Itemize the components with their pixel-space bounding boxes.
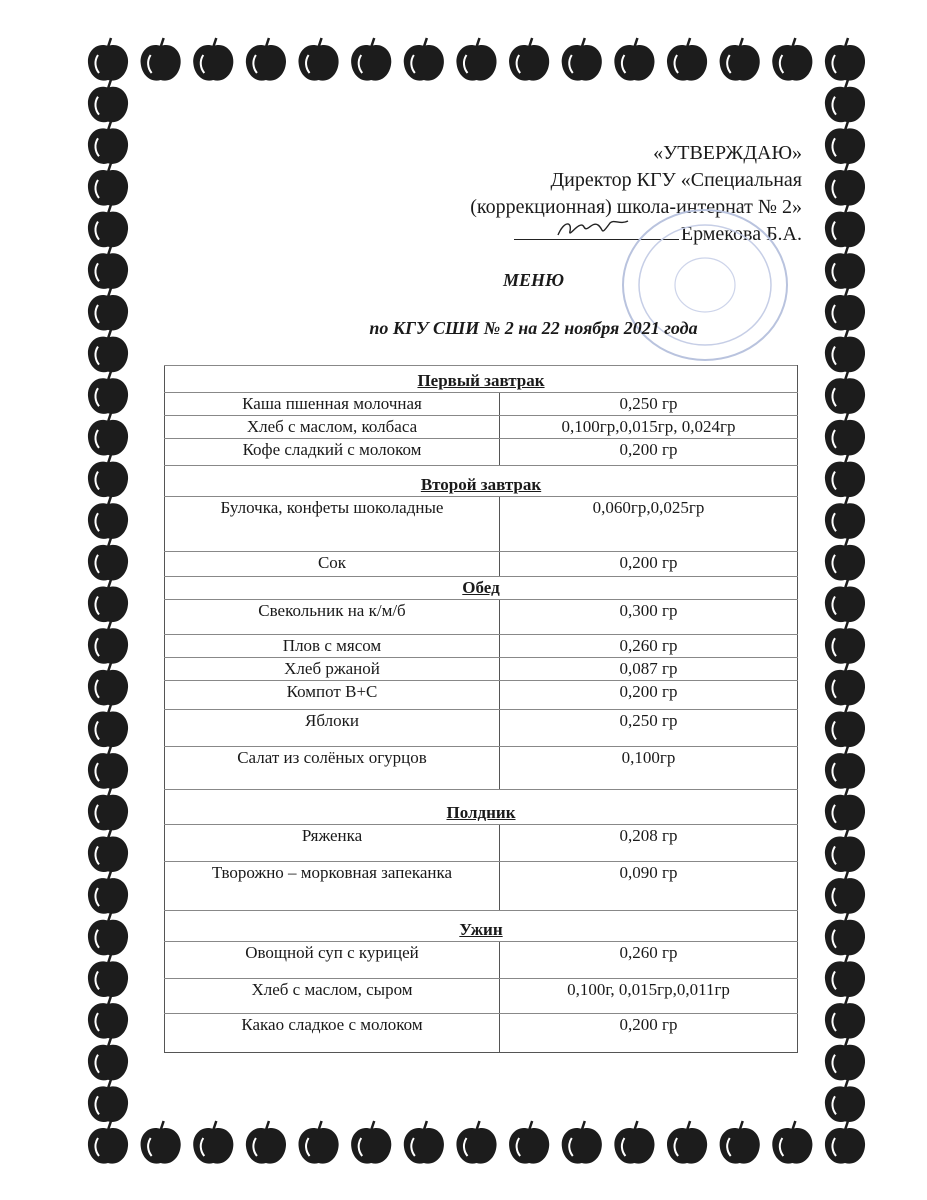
director-name: Ермекова Б.А. [680,223,802,245]
apple-icon [825,371,865,414]
menu-item-row [165,747,798,790]
apple-icon [299,1121,339,1164]
apple-icon [88,1121,128,1164]
apple-icon [825,80,865,123]
apple-icon [88,538,128,581]
apple-icon [772,38,812,81]
apple-icon [246,38,286,81]
apple-icon [509,38,549,81]
menu-item-row [165,600,798,635]
apple-icon [825,1038,865,1081]
dish-quantity: 0,200 гр [500,439,798,466]
dish-quantity: 0,100гр [500,747,798,790]
apple-icon [562,38,602,81]
apple-icon [825,663,865,706]
menu-item-row [165,635,798,658]
apple-icon [825,580,865,623]
apple-icon [456,38,496,81]
apple-icon [772,1121,812,1164]
menu-title: МЕНЮ [502,270,565,290]
dish-quantity: 0,250 гр [500,710,798,747]
apple-icon [141,38,181,81]
section-title: Обед [165,577,798,600]
apple-icon [614,1121,654,1164]
dish-quantity: 0,260 гр [500,635,798,658]
apple-icon [299,38,339,81]
apple-icon [509,1121,549,1164]
dish-name: Булочка, конфеты шоколадные [165,497,500,552]
dish-quantity: 0,087 гр [500,658,798,681]
apple-icon [88,163,128,206]
apple-icon [667,38,707,81]
apple-icon [88,371,128,414]
apple-icon [88,496,128,539]
section-header-row [165,790,798,825]
apple-icon [88,1038,128,1081]
apple-icon [456,1121,496,1164]
apple-icon [825,996,865,1039]
apple-icon [193,38,233,81]
approval-school: (коррекционная) школа-интернат № 2» [470,196,802,218]
apple-icon [88,621,128,664]
apple-icon [614,38,654,81]
apple-icon [825,538,865,581]
dish-name: Кофе сладкий с молоком [165,439,500,466]
apple-icon [193,1121,233,1164]
apple-icon [825,954,865,997]
apple-icon [825,913,865,956]
apple-icon [825,38,865,81]
apple-icon [88,746,128,789]
section-title: Первый завтрак [165,366,798,393]
dish-quantity: 0,250 гр [500,393,798,416]
menu-item-row [165,942,798,979]
menu-item-row [165,497,798,552]
apple-icon [667,1121,707,1164]
apple-icon [246,1121,286,1164]
apple-icon [825,413,865,456]
apple-icon [88,38,128,81]
dish-quantity: 0,260 гр [500,942,798,979]
apple-icon [825,163,865,206]
apple-icon [88,413,128,456]
dish-name: Хлеб с маслом, колбаса [165,416,500,439]
menu-table [164,365,798,1053]
section-title: Второй завтрак [165,466,798,497]
section-title: Полдник [165,790,798,825]
dish-name: Овощной суп с курицей [165,942,500,979]
apple-icon [351,38,391,81]
apple-icon [88,954,128,997]
apple-icon [88,829,128,872]
dish-name: Ряженка [165,825,500,862]
apple-icon [825,1121,865,1164]
section-header-row [165,366,798,393]
dish-name: Творожно – морковная запеканка [165,862,500,911]
dish-name: Хлеб с маслом, сыром [165,979,500,1014]
section-header-row [165,577,798,600]
apple-icon [88,580,128,623]
dish-quantity: 0,090 гр [500,862,798,911]
dish-name: Салат из солёных огурцов [165,747,500,790]
dish-name: Хлеб ржаной [165,658,500,681]
apple-icon [825,829,865,872]
apple-icon [825,205,865,248]
menu-item-row [165,681,798,710]
apple-icon [825,746,865,789]
dish-name: Свекольник на к/м/б [165,600,500,635]
section-header-row [165,466,798,497]
menu-item-row [165,416,798,439]
menu-item-row [165,1014,798,1053]
apple-icon [88,996,128,1039]
apple-icon [720,38,760,81]
apple-icon [825,871,865,914]
dish-quantity: 0,200 гр [500,1014,798,1053]
menu-item-row [165,710,798,747]
dish-name: Какао сладкое с молоком [165,1014,500,1053]
apple-icon [825,704,865,747]
apple-icon [88,788,128,831]
apple-icon [825,621,865,664]
menu-item-row [165,658,798,681]
apple-icon [88,121,128,164]
apple-icon [825,455,865,498]
apple-icon [825,496,865,539]
apple-icon [88,663,128,706]
dish-quantity: 0,100гр,0,015гр, 0,024гр [500,416,798,439]
apple-icon [825,1079,865,1122]
dish-quantity: 0,300 гр [500,600,798,635]
apple-icon [88,1079,128,1122]
dish-name: Сок [165,552,500,577]
menu-item-row [165,552,798,577]
dish-name: Каша пшенная молочная [165,393,500,416]
approval-director: Директор КГУ «Специальная [550,169,802,191]
dish-quantity: 0,060гр,0,025гр [500,497,798,552]
menu-item-row [165,862,798,911]
menu-item-row [165,393,798,416]
apple-icon [88,205,128,248]
apple-icon [825,788,865,831]
menu-item-row [165,825,798,862]
menu-item-row [165,439,798,466]
apple-icon [720,1121,760,1164]
dish-name: Компот В+С [165,681,500,710]
section-header-row [165,911,798,942]
apple-icon [141,1121,181,1164]
apple-icon [404,1121,444,1164]
dish-quantity: 0,200 гр [500,552,798,577]
apple-icon [88,80,128,123]
apple-icon [88,913,128,956]
dish-quantity: 0,208 гр [500,825,798,862]
dish-name: Яблоки [165,710,500,747]
apple-icon [562,1121,602,1164]
dish-quantity: 0,200 гр [500,681,798,710]
dish-name: Плов с мясом [165,635,500,658]
approval-heading: «УТВЕРЖДАЮ» [653,142,802,164]
apple-icon [404,38,444,81]
section-title: Ужин [165,911,798,942]
apple-icon [88,455,128,498]
apple-icon [825,121,865,164]
apple-icon [88,704,128,747]
apple-icon [351,1121,391,1164]
menu-subtitle: по КГУ СШИ № 2 на 22 ноября 2021 года [369,318,698,338]
dish-quantity: 0,100г, 0,015гр,0,011гр [500,979,798,1014]
menu-item-row [165,979,798,1014]
apple-icon [88,871,128,914]
